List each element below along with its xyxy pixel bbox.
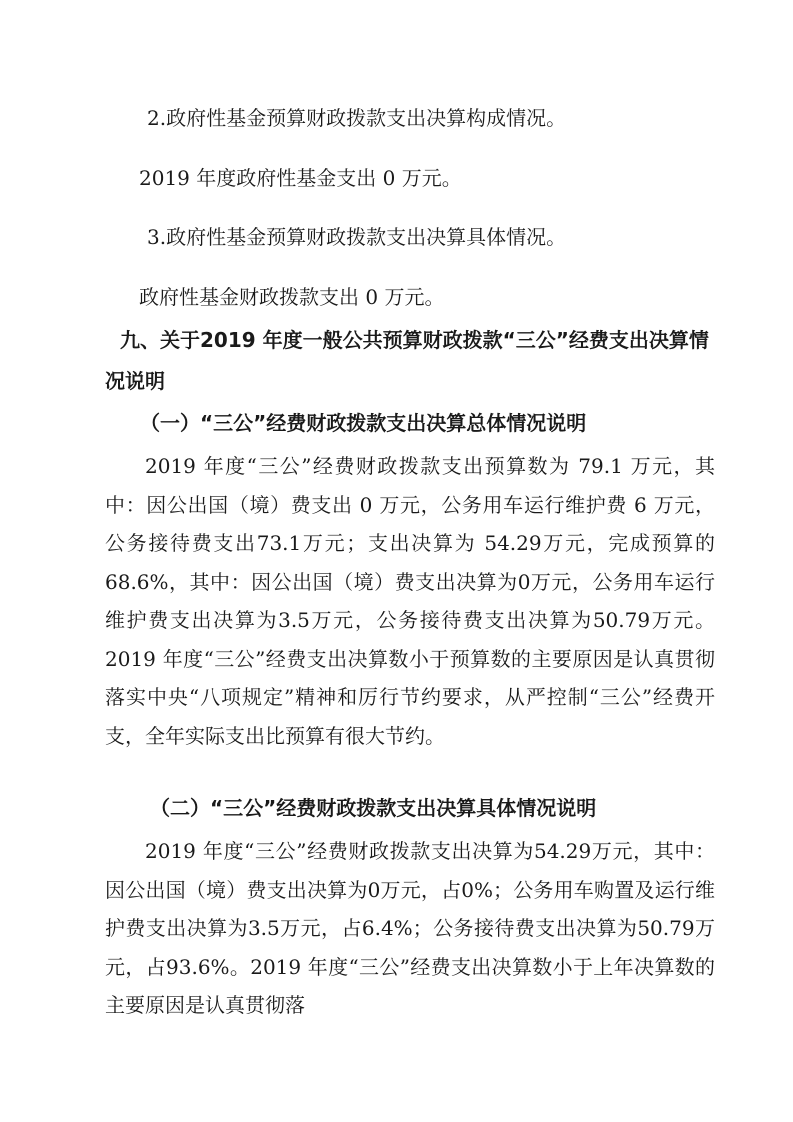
section9-title-line2: 况说明 [105, 369, 165, 393]
item2-body: 2019 年度政府性基金支出 0 万元。 [139, 166, 462, 190]
subsection1-title: （一）“三公”经费财政拨款支出决算总体情况说明 [140, 411, 587, 435]
section9-title-line1: 九、关于2019 年度一般公共预算财政拨款“三公”经费支出决算情 [120, 328, 709, 352]
subsection2-title: （二）“三公”经费财政拨款支出决算具体情况说明 [150, 796, 597, 820]
item3-body: 政府性基金财政拨款支出 0 万元。 [139, 285, 445, 309]
item2-title: 2.政府性基金预算财政拨款支出决算构成情况。 [147, 106, 567, 130]
subsection1-body: 2019 年度“三公”经费财政拨款支出预算数为 79.1 万元，其中：因公出国（境）费支出 0 万元，公务用车运行维护费 6 万元，公务接待费支出73.1万元；支出决算为 54.29万元，完成预算的 68.6%，其中：因公出国（境）费支出决算为0万元，公务用车运行维护费支出决算为3.5万元，公务接待费支出决算为50.79万元。2019 年度“三公”经费支出决算数小于预算数的主要原因是认真贯彻落实中央“八项规定”精神和厉行节约要求，从严控制“三公”经费开支，全年实际支出比预算有很大节约。 [105, 454, 715, 748]
subsection2-body: 2019 年度“三公”经费财政拨款支出决算为54.29万元，其中：因公出国（境）费支出决算为0万元，占0%；公务用车购置及运行维护费支出决算为3.5万元，占6.4%；公务接待费支出决算为50.79万元，占93.6%。2019 年度“三公”经费支出决算数小于上年决算数的主要原因是认真贯彻落 [105, 839, 715, 1017]
item3-title: 3.政府性基金预算财政拨款支出决算具体情况。 [147, 225, 567, 249]
